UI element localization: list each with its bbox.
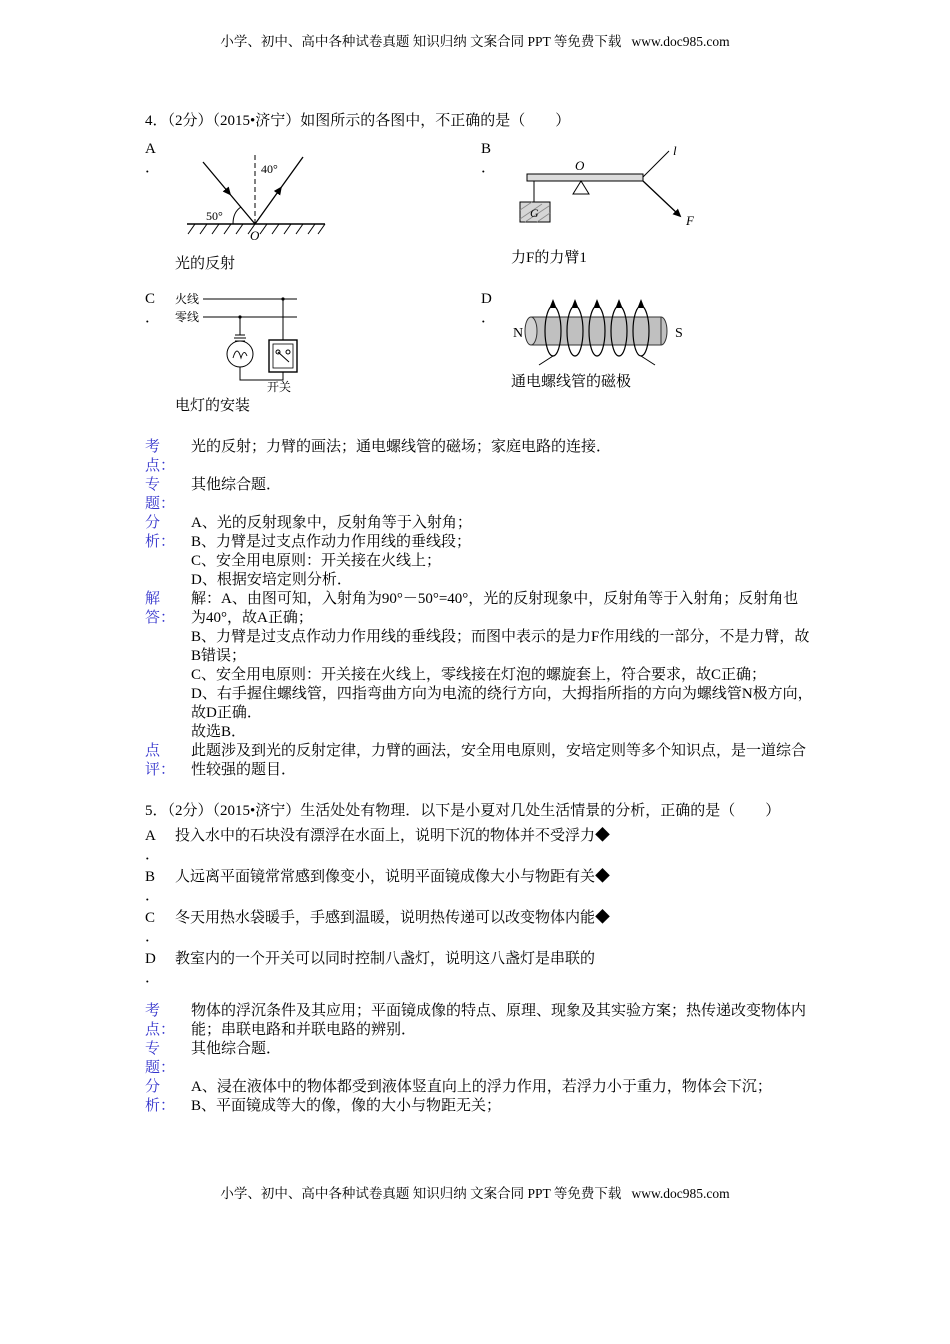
solenoid-body: [531, 317, 661, 345]
option-text: 冬天用热水袋暖手，手感到温暖，说明热传递可以改变物体内能◆: [175, 910, 611, 926]
option-d-label: [481, 290, 511, 416]
section-content: [191, 1078, 813, 1116]
q4-option-b: [481, 140, 813, 274]
q4-analysis: [145, 438, 813, 780]
q5-option-d: [145, 950, 813, 988]
option-c-label: [145, 290, 175, 416]
angle-50-label: 50°: [206, 209, 223, 223]
section-content: [191, 476, 813, 514]
section-text: 其他综合题．: [191, 1041, 282, 1057]
section-text: A、浸在液体中的物体都受到液体竖直向上的浮力作用，若浮力小于重力，物体会下沉；: [191, 1079, 772, 1095]
section-text: 其他综合题．: [191, 477, 282, 493]
q5-section-zhuanti: [145, 1040, 813, 1078]
force-f-label: F: [686, 213, 694, 228]
option-b-label: B ．: [145, 869, 161, 904]
figure-b-caption: 力F的力臂1: [511, 250, 587, 266]
q5-option-b: [145, 868, 813, 906]
arm-l-label: l: [673, 143, 677, 158]
section-label: 点 评：: [145, 743, 176, 778]
light-reflection-figure: [175, 140, 340, 252]
figure-b-wrap: [511, 140, 813, 274]
lead-wires: [539, 356, 655, 365]
option-text: 人远离平面镜常常感到像变小，说明平面镜成像大小与物距有关◆: [175, 869, 611, 885]
section-content: [191, 514, 813, 590]
section-text: 光的反射；力臂的画法；通电螺线管的磁场；家庭电路的连接．: [191, 439, 612, 455]
angle-arc: [233, 207, 241, 224]
lever-bar: [527, 174, 643, 181]
q5-section-fenxi: [145, 1078, 813, 1116]
section-label: 考 点：: [145, 1003, 176, 1038]
q4-section-kaodian: [145, 438, 813, 476]
q4-section-fenxi: [145, 514, 813, 590]
section-text: 此题涉及到光的反射定律，力臂的画法，安全用电原则，安培定则等多个知识点，是一道综合性较强的题目．: [191, 743, 807, 778]
section-label: 分 析：: [145, 1079, 176, 1114]
q5-analysis: [145, 1002, 813, 1116]
figure-a-wrap: [175, 140, 481, 274]
option-a-label: [145, 140, 175, 274]
pivot-o-label: O: [575, 158, 585, 173]
q4-option-a: [145, 140, 481, 274]
question-5: [145, 802, 813, 1116]
figure-d-wrap: [511, 290, 813, 416]
neutral-wire-label: 零线: [175, 310, 200, 324]
north-pole-label: N: [513, 326, 524, 341]
section-text: D、根据安培定则分析．: [191, 572, 352, 588]
weight-g-label: G: [530, 206, 539, 220]
q5-option-a: [145, 827, 813, 865]
section-text: C、安全用电原则：开关接在火线上；: [191, 553, 442, 569]
option-dot: ．: [481, 310, 497, 326]
lamp-symbol: [227, 335, 253, 367]
live-wire-label: 火线: [175, 292, 200, 306]
section-label: 分 析：: [145, 515, 176, 550]
section-content: [191, 438, 813, 476]
force-action-line: [643, 151, 669, 177]
option-d-label: D ．: [145, 951, 161, 986]
point-o-label: O: [250, 228, 260, 243]
option-text: 投入水中的石块没有漂浮在水面上，说明下沉的物体并不受浮力◆: [175, 828, 611, 844]
section-label: 专 题：: [145, 477, 176, 512]
section-text: B、力臂是过支点作动力作用线的垂线段；: [191, 534, 472, 550]
option-c-label: C ．: [145, 910, 161, 945]
section-text: 解：A、由图可知，入射角为90°－50°=40°，光的反射现象中，反射角等于入射角；反射角也为40°，故A正确；: [191, 591, 799, 626]
q5-options: [145, 827, 813, 988]
section-content: [191, 742, 813, 780]
option-b-label: [481, 140, 511, 274]
current-direction-arrows: [550, 299, 645, 308]
option-letter: D: [481, 291, 492, 307]
force-arrow: [643, 181, 679, 215]
junction-dot: [281, 297, 284, 300]
switch-label: 开关: [267, 380, 292, 394]
q4-option-d: [481, 290, 813, 416]
q4-options: [145, 140, 813, 416]
fulcrum-triangle: [573, 181, 589, 194]
solenoid-left-end: [525, 317, 537, 345]
section-text: A、光的反射现象中，反射角等于入射角；: [191, 515, 472, 531]
lever-figure: [511, 140, 721, 246]
option-a-label: A ．: [145, 828, 161, 863]
section-text: D、右手握住螺线管，四指弯曲方向为电流的绕行方向，大拇指所指的方向为螺线管N极方向，故D正确．: [191, 686, 813, 721]
section-text: 物体的浮沉条件及其应用；平面镜成像的特点、原理、现象及其实验方案；热传递改变物体内能；串联电路和并联电路的辨别．: [191, 1003, 807, 1038]
section-label: 专 题：: [145, 1041, 176, 1076]
figure-a-caption: 光的反射: [175, 256, 236, 272]
section-text: C、安全用电原则：开关接在火线上，零线接在灯泡的螺旋套上，符合要求，故C正确；: [191, 667, 767, 683]
section-label: 解 答：: [145, 591, 176, 626]
q4-section-jieda: [145, 590, 813, 742]
bottom-wire: [240, 367, 283, 380]
q5-option-c: [145, 909, 813, 947]
option-text: 教室内的一个开关可以同时控制八盏灯，说明这八盏灯是串联的: [175, 951, 596, 967]
section-content: [191, 590, 813, 742]
page-header: 小学、初中、高中各种试卷真题 知识归纳 文案合同 PPT 等免费下载 www.doc985.com: [220, 34, 730, 49]
option-dot: ．: [145, 310, 161, 326]
junction-dot: [238, 315, 241, 318]
section-text: B、平面镜成等大的像，像的大小与物距无关；: [191, 1098, 502, 1114]
q5-stem: 5．（2分）（2015•济宁）生活处处有物理．以下是小夏对几处生活情景的分析，正确的是（ ）: [145, 803, 781, 819]
q4-option-c: [145, 290, 481, 416]
q4-stem: 4．（2分）（2015•济宁）如图所示的各图中，不正确的是（ ）: [145, 113, 571, 129]
angle-40-label: 40°: [261, 162, 278, 176]
page-footer: 小学、初中、高中各种试卷真题 知识归纳 文案合同 PPT 等免费下载 www.doc985.com: [220, 1186, 730, 1201]
section-content: [191, 1040, 813, 1078]
q4-section-dianping: [145, 742, 813, 780]
section-content: [191, 1002, 813, 1040]
section-text: B、力臂是过支点作动力作用线的垂线段；而图中表示的是力F作用线的一部分，不是力臂，故B错误；: [191, 629, 810, 664]
option-dot: ．: [145, 160, 161, 176]
figure-c-wrap: [175, 290, 481, 416]
option-letter: C: [145, 291, 156, 307]
figure-c-caption: 电灯的安装: [175, 398, 251, 414]
switch-box: [269, 340, 297, 372]
option-letter: B: [481, 141, 492, 157]
q4-section-zhuanti: [145, 476, 813, 514]
south-pole-label: S: [675, 326, 683, 341]
q5-section-kaodian: [145, 1002, 813, 1040]
section-label: 考 点：: [145, 439, 176, 474]
section-text: 故选B．: [191, 724, 247, 740]
content-area: [145, 112, 813, 1116]
lamp-circuit-figure: [175, 290, 310, 394]
solenoid-figure: [511, 290, 691, 370]
option-letter: A: [145, 141, 156, 157]
option-dot: ．: [481, 160, 497, 176]
figure-d-caption: 通电螺线管的磁极: [511, 374, 632, 390]
